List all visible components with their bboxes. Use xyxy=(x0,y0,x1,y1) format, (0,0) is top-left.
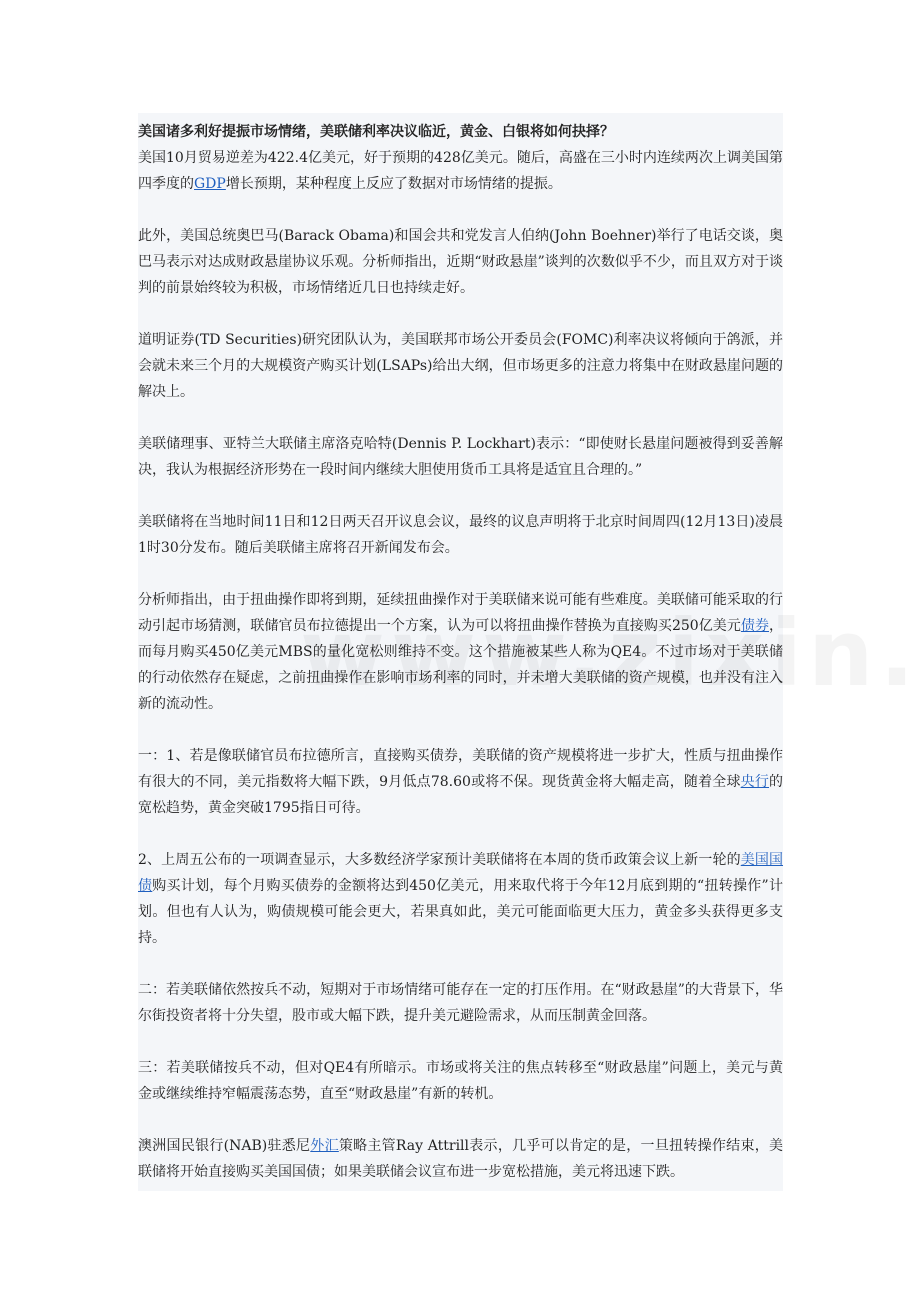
article-title: 美国诸多利好提振市场情绪，美联储利率决议临近，黄金、白银将如何抉择？ xyxy=(138,124,614,140)
paragraph-3: 道明证券(TD Securities)研究团队认为，美国联邦市场公开委员会(FOMC)利率决议将倾向于鸽派，并会就未来三个月的大规模资产购买计划(LSAPs)给出大纲，但市场更多的注意力将集中在财政悬崖问题的解决上。 xyxy=(138,332,783,400)
forex-link[interactable]: 外汇 xyxy=(310,1138,339,1154)
paragraph-6-text-b: ，而每月购买450亿美元MBS的量化宽松则维持不变。这个措施被某些人称为QE4。不过市场对于美联储的行动依然存在疑虑，之前扭曲操作在影响市场利率的同时，并未增大美联储的资产规模，也并没有注入新的流动性。 xyxy=(138,618,783,712)
paragraph-7-text-b: 的宽松趋势，黄金突破1795指日可待。 xyxy=(138,774,784,816)
paragraph-9: 二：若美联储依然按兵不动，短期对于市场情绪可能存在一定的打压作用。在“财政悬崖”的大背景下，华尔街投资者将十分失望，股市或大幅下跌，提升美元避险需求，从而压制黄金回落。 xyxy=(138,982,783,1024)
paragraph-11-text-a: 澳洲国民银行(NAB)驻悉尼 xyxy=(138,1138,311,1154)
article-body xyxy=(138,113,783,1191)
paragraph-8-text-b: 购买计划，每个月购买债券的金额将达到450亿美元，用来取代将于今年12月底到期的“扭转操作”计划。但也有人认为，购债规模可能会更大，若果真如此，美元可能面临更大压力，黄金多头获得更多支持。 xyxy=(138,878,783,946)
us-treasury-link[interactable]: 美国国债 xyxy=(138,852,784,894)
paragraph-10: 三：若美联储按兵不动，但对QE4有所暗示。市场或将关注的焦点转移至“财政悬崖”问题上，美元与黄金或继续维持窄幅震荡态势，直至“财政悬崖”有新的转机。 xyxy=(138,1060,783,1102)
paragraph-7 xyxy=(138,743,783,821)
paragraph-4: 美联储理事、亚特兰大联储主席洛克哈特(Dennis P. Lockhart)表示：“即使财长悬崖问题被得到妥善解决，我认为根据经济形势在一段时间内继续大胆使用货币工具将是适宜且合理的。” xyxy=(138,436,783,478)
paragraph-11-text-b: 策略主管Ray Attrill表示，几乎可以肯定的是，一旦扭转操作结束，美联储将开始直接购买美国国债；如果美联储会议宣布进一步宽松措施，美元将迅速下跌。 xyxy=(138,1138,783,1180)
bond-link[interactable]: 债券 xyxy=(740,618,769,634)
paragraph-6-text-a: 分析师指出，由于扭曲操作即将到期，延续扭曲操作对于美联储来说可能有些难度。美联储可能采取的行动引起市场猜测，联储官员布拉德提出一个方案，认为可以将扭曲操作替换为直接购买250亿美元 xyxy=(138,592,783,634)
paragraph-1-text-b: 增长预期，某种程度上反应了数据对市场情绪的提振。 xyxy=(225,176,562,192)
paragraph-1 xyxy=(138,145,783,197)
central-bank-link[interactable]: 央行 xyxy=(740,774,770,790)
paragraph-8 xyxy=(138,847,783,951)
paragraph-6 xyxy=(138,587,783,717)
paragraph-1-text-a: 美国10月贸易逆差为422.4亿美元，好于预期的428亿美元。随后，高盛在三小时内连续两次上调美国第四季度的 xyxy=(138,150,783,192)
paragraph-2: 此外，美国总统奥巴马(Barack Obama)和国会共和党发言人伯纳(John Boehner)举行了电话交谈，奥巴马表示对达成财政悬崖协议乐观。分析师指出，近期“财政悬崖”谈判的次数似乎不少，而且双方对于谈判的前景始终较为积极，市场情绪近几日也持续走好。 xyxy=(138,228,783,296)
gdp-link[interactable]: GDP xyxy=(194,176,226,192)
paragraph-11 xyxy=(138,1133,783,1185)
paragraph-7-text-a: 一：1、若是像联储官员布拉德所言，直接购买债券，美联储的资产规模将进一步扩大，性质与扭曲操作有很大的不同，美元指数将大幅下跌，9月低点78.60或将不保。现货黄金将大幅走高，随着全球 xyxy=(138,748,783,790)
paragraph-8-text-a: 2、上周五公布的一项调查显示，大多数经济学家预计美联储将在本周的货币政策会议上新一轮的 xyxy=(138,852,741,868)
paragraph-5: 美联储将在当地时间11日和12日两天召开议息会议，最终的议息声明将于北京时间周四(12月13日)凌晨1时30分发布。随后美联储主席将召开新闻发布会。 xyxy=(138,514,783,556)
